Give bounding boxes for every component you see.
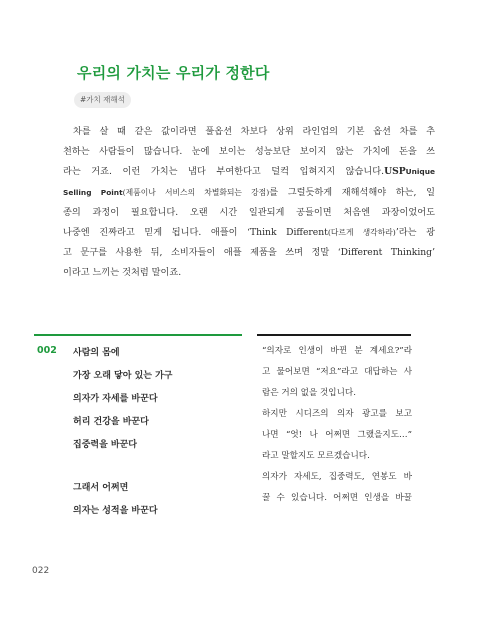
usp-annotation: (제품이나 서비스의 차별화되는 강점)	[122, 187, 270, 197]
side-text-line: 람은 거의 없을 것입니다.	[262, 388, 356, 398]
body-line	[63, 223, 435, 243]
side-text-line: 나면 “엇! 나 어쩌면 그랬을지도…”	[262, 430, 412, 440]
body-text: 나중엔 진짜라고 믿게 됩니다. 애플이 ‘Think Different	[63, 226, 328, 238]
body-line: 고 문구를 사용한 뒤, 소비자들이 애플 제품을 쓰며 정말 ‘Different Thinking’	[63, 247, 435, 259]
body-paragraph	[63, 122, 435, 284]
usp-term: USP	[384, 166, 406, 178]
section-divider-black	[257, 334, 411, 336]
body-line	[63, 162, 435, 182]
body-line: 종의 과정이 필요합니다. 오랜 시간 일관되게 공들이면 처음엔 과장이었어도	[63, 206, 435, 218]
slogan-annotation: (다르게 생각하라)	[327, 227, 396, 237]
usp-term-expansion: Unique	[405, 167, 435, 177]
section-number: 002	[37, 345, 57, 356]
body-text: 라는 거죠. 이런 가치는 냅다 부여한다고 덜컥 입혀지지 않습니다.	[63, 166, 385, 178]
body-text: ’라는 광	[395, 226, 435, 238]
side-text-line: 꿀 수 있습니다. 어쩌면 인생을 바꿀	[262, 493, 412, 503]
copy-line: 그래서 어쩌면	[73, 483, 129, 493]
side-text-line: “의자로 인생이 바뀐 분 계세요?”라	[262, 346, 412, 356]
body-text: 를 그럴듯하게 재해석해야 하는, 일	[269, 186, 435, 198]
copy-line: 허리 건강을 바꾼다	[73, 417, 149, 427]
side-text-line: 하지만 시디즈의 의자 광고를 보고	[262, 409, 412, 419]
side-text-line: 고 물어보면 “저요”라고 대답하는 사	[262, 367, 412, 377]
page-number: 022	[32, 566, 50, 576]
topic-tag: #가치 재해석	[74, 92, 131, 108]
side-text	[262, 341, 412, 509]
section-divider-green	[34, 334, 242, 336]
copy-line: 사람의 몸에	[73, 348, 120, 358]
copy-line: 의자는 성적을 바꾼다	[73, 506, 158, 516]
usp-term-expansion: Selling Point	[63, 187, 123, 197]
side-text-line: 의자가 자세도, 집중력도, 연봉도 바	[262, 472, 412, 482]
copy-line: 가장 오래 닿아 있는 가구	[73, 371, 173, 381]
side-text-line: 라고 말할지도 모르겠습니다.	[262, 451, 370, 461]
body-line	[63, 183, 435, 203]
page-title: 우리의 가치는 우리가 정한다	[77, 64, 270, 82]
copy-line: 의자가 자세를 바꾼다	[73, 394, 158, 404]
body-line: 차를 살 때 같은 값이라면 풀옵션 차보다 상위 라인업의 기본 옵션 차를 추	[73, 126, 435, 137]
body-line: 천하는 사람들이 많습니다. 눈에 보이는 성능보단 보이지 않는 가치에 돈을 쓰	[63, 146, 435, 158]
body-line: 이라고 느끼는 것처럼 말이죠.	[63, 267, 182, 279]
copy-line: 집중력을 바꾼다	[73, 440, 137, 450]
